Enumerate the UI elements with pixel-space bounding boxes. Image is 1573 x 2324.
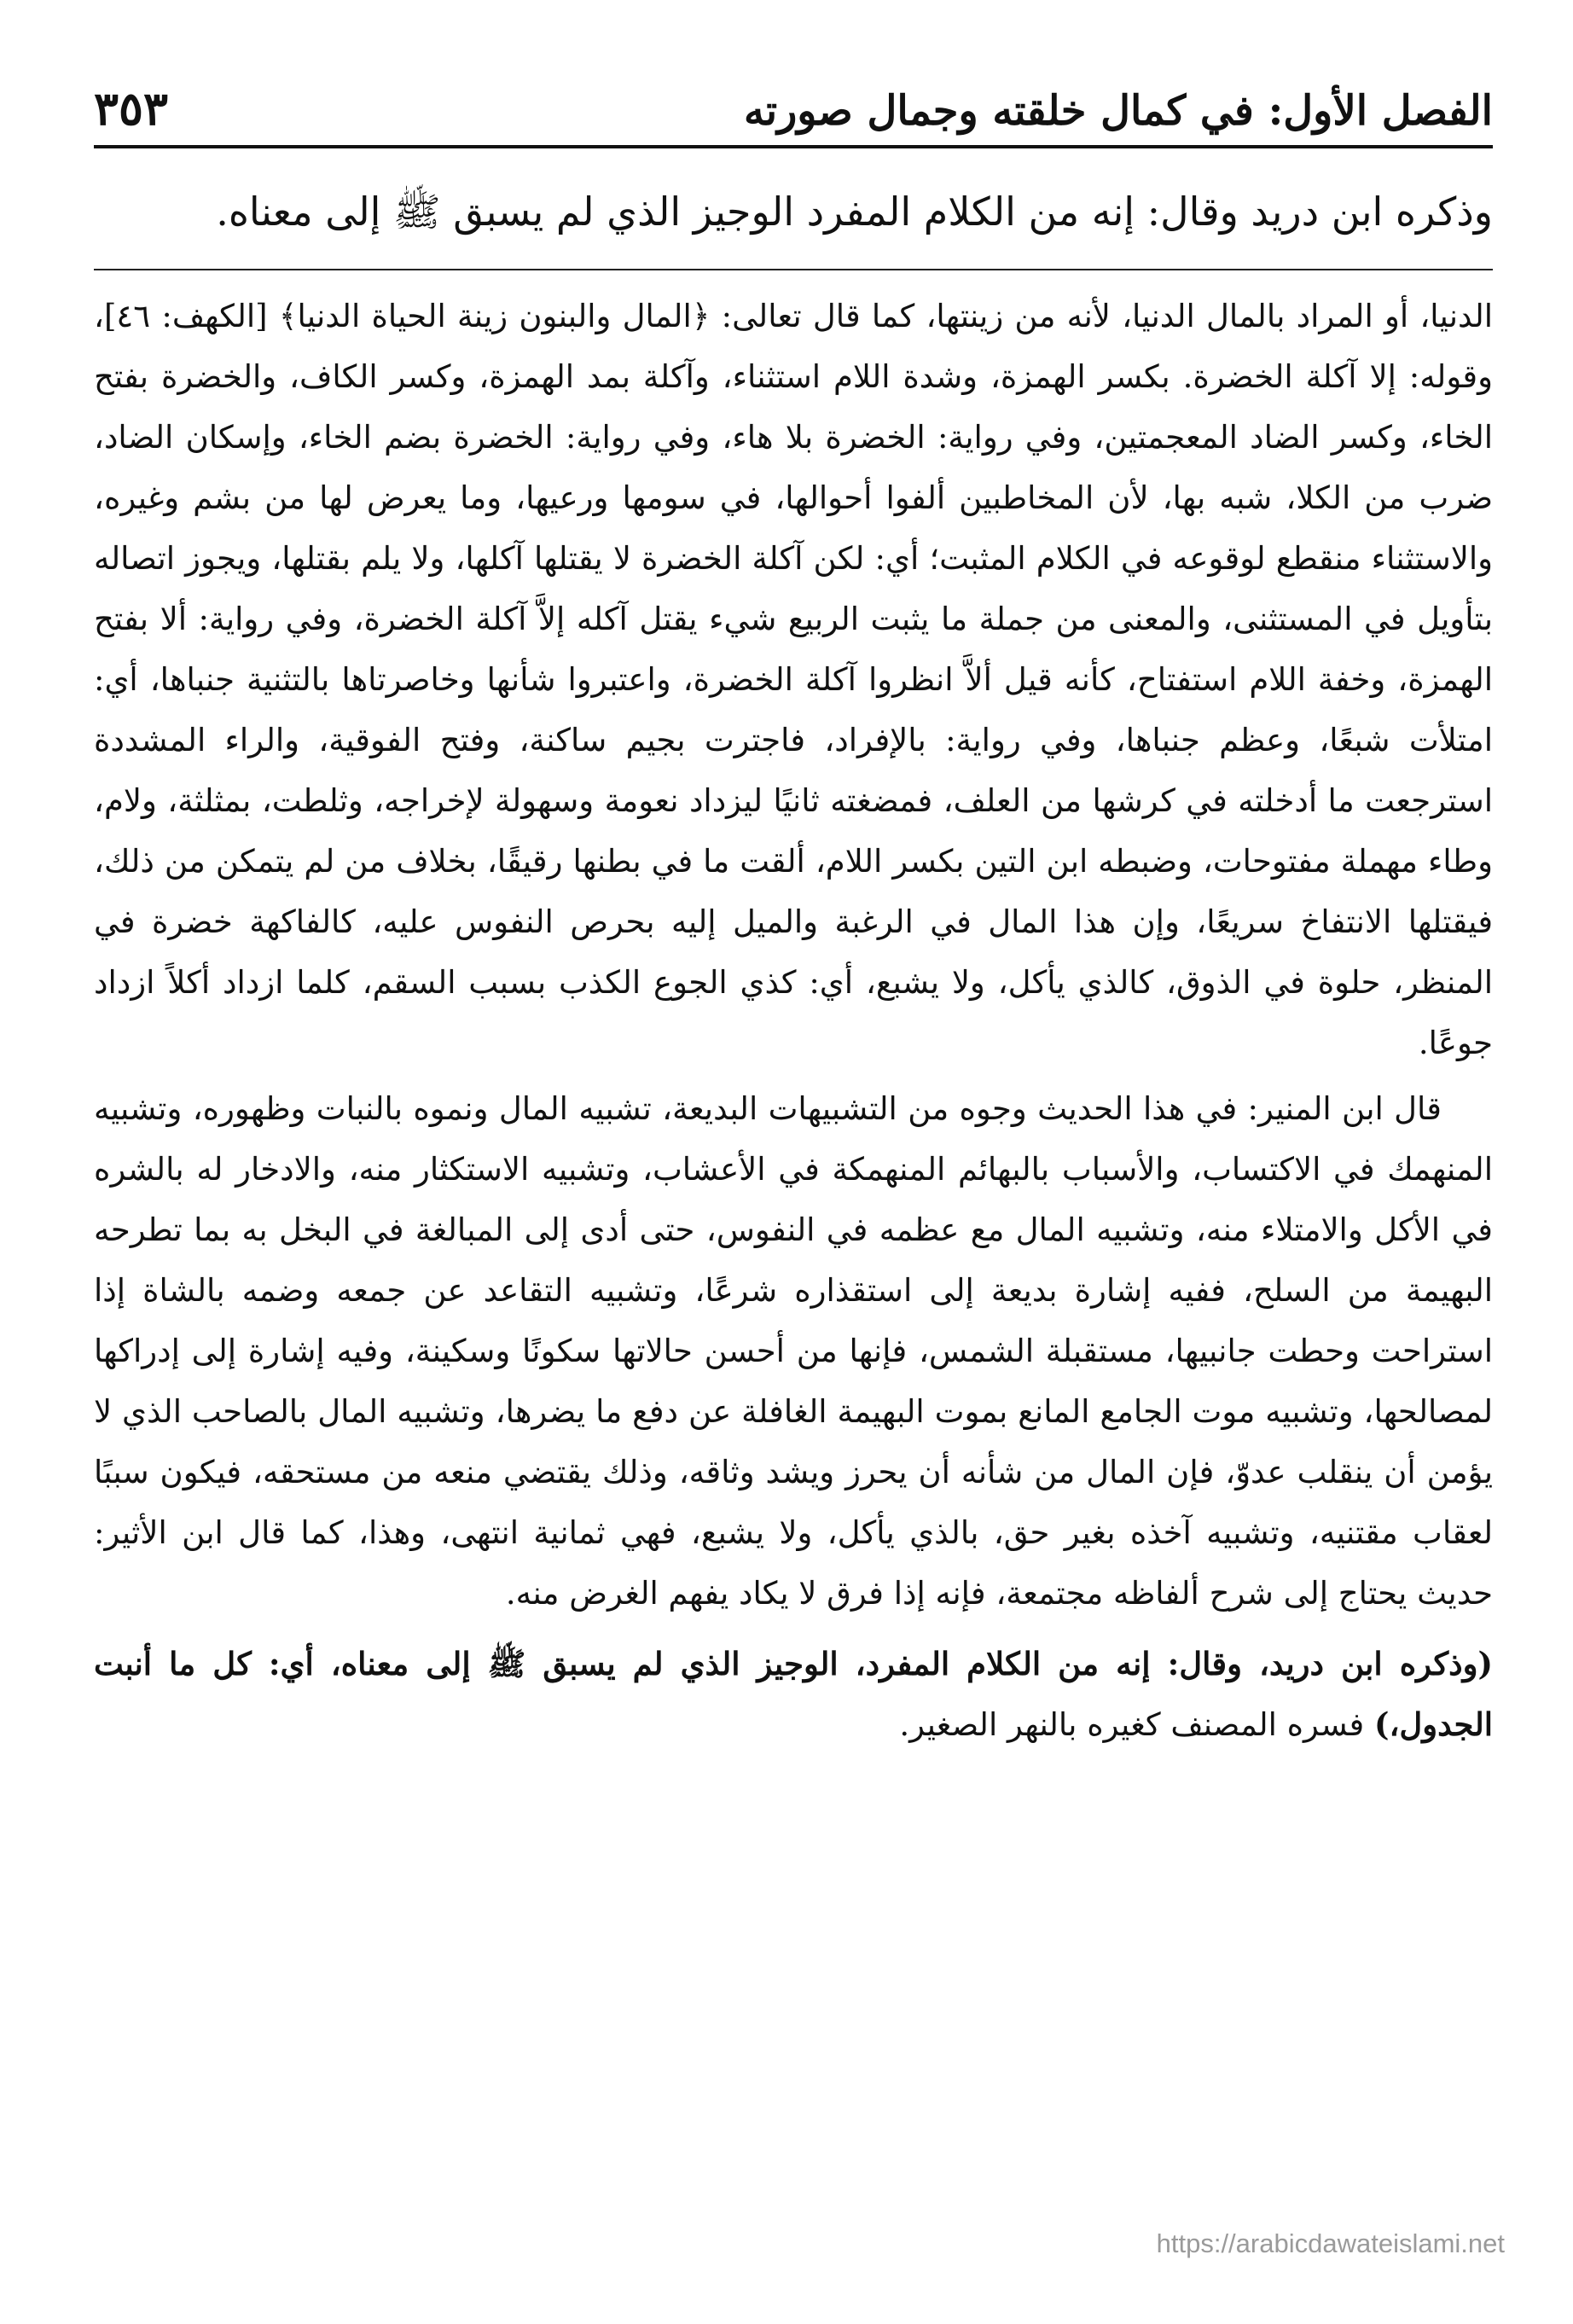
header-divider bbox=[94, 145, 1493, 148]
commentary-paragraph: الدنيا، أو المراد بالمال الدنيا، لأنه من زينتها، كما قال تعالى: ﴿المال والبنون زينة الحياة الدنيا﴾ [الكهف: ٤٦]، وقوله: إلا آكلة الخضرة. بكسر الهمزة، وشدة اللام استثناء، وآكلة بمد الهمزة، وكسر الكاف، والخضرة بفتح الخاء، وكسر الضاد المعجمتين، وفي رواية: الخضرة بلا هاء، وفي رواية: الخضرة بضم الخاء، وإسكان الضاد، ضرب من الكلا، شبه بها، لأن المخاطبين ألفوا أحوالها، في سومها ورعيها، وما يعرض لها من بشم وغيره، والاستثناء منقطع لوقوعه في الكلام المثبت؛ أي: لكن آكلة الخضرة لا يقتلها آكلها، ولا يلم بقتلها، ويجوز اتصاله بتأويل في المستثنى، والمعنى من جملة ما يثبت الربيع شيء يقتل آكله إلاَّ آكلة الخضرة، وفي رواية: ألا بفتح الهمزة، وخفة اللام استفتاح، كأنه قيل ألاَّ انظروا آكلة الخضرة، واعتبروا شأنها وخاصرتاها بالتثنية جنباها، أي: امتلأت شبعًا، وعظم جنباها، وفي رواية: بالإفراد، فاجترت بجيم ساكنة، وفتح الفوقية، والراء المشددة استرجعت ما أدخلته في كرشها من العلف، فمضغته ثانيًا ليزداد نعومة وسهولة لإخراجه، وثلطت، بمثلثة، ولام، وطاء مهملة مفتوحات، وضبطه ابن التين بكسر اللام، ألقت ما في بطنها رقيقًا، بخلاف من لم يتمكن من ذلك، فيقتلها الانتفاخ سريعًا، وإن هذا المال في الرغبة والميل إليه بحرص النفوس عليه، كالفاكهة خضرة في المنظر، حلوة في الذوق، كالذي يأكل، ولا يشبع، أي: كذي الجوع الكذب بسبب السقم، كلما ازداد أكلاً ازداد جوعًا. bbox=[94, 297, 1494, 1061]
commentary-paragraph: قال ابن المنير: في هذا الحديث وجوه من التشبيهات البديعة، تشبيه المال ونموه بالنبات وظهوره، وتشبيه المنهمك في الاكتساب، والأسباب بالبهائم المنهمكة في الأعشاب، وتشبيه الاستكثار منه، والادخار له بالشره في الأكل والامتلاء منه، وتشبيه المال مع عظمه في النفوس، حتى أدى إلى المبالغة في البخل به بما تطرحه البهيمة من السلح، ففيه إشارة بديعة إلى استقذاره شرعًا، وتشبيه التقاعد عن جمعه وضمه بالشاة إذا استراحت وحطت جانبيها، مستقبلة الشمس، فإنها من أحسن حالاتها سكونًا وسكينة، وفيه إشارة إلى إدراكها لمصالحها، وتشبيه موت الجامع المانع بموت البهيمة الغافلة عن دفع ما يضرها، وتشبيه المال بالصاحب الذي لا يؤمن أن ينقلب عدوّ، فإن المال من شأنه أن يحرز ويشد وثاقه، وذلك يقتضي منعه من مستحقه، فيكون سببًا لعقاب مقتنيه، وتشبيه آخذه بغير حق، بالذي يأكل، ولا يشبع، فهي ثمانية انتهى، وهذا، كما قال ابن الأثير: حديث يحتاج إلى شرح ألفاظه مجتمعة، فإنه إذا فرق لا يكاد يفهم الغرض منه. bbox=[94, 1089, 1493, 1612]
commentary bbox=[94, 286, 1493, 1624]
next-main-text-paragraph bbox=[94, 1634, 1493, 1755]
quoted-main-text: (وذكره ابن دريد، وقال: إنه من الكلام المفرد، الوجيز الذي لم يسبق ﷺ إلى معناه، أي: كل ما أنبت الجدول،) bbox=[94, 1645, 1493, 1744]
explanation-text: فسره المصنف كغيره بالنهر الصغير. bbox=[899, 1706, 1374, 1744]
page-header bbox=[94, 60, 1493, 137]
next-main-text bbox=[94, 1634, 1493, 1755]
watermark-url: https://arabicdawateislami.net bbox=[1156, 2228, 1505, 2258]
chapter-title: الفصل الأول: في كمال خلقته وجمال صورته bbox=[743, 87, 1493, 136]
main-text: وذكره ابن دريد وقال: إنه من الكلام المفرد الوجيز الذي لم يسبق ﷺ إلى معناه. bbox=[216, 189, 1493, 235]
page-number: ٣٥٣ bbox=[94, 81, 169, 137]
text-divider bbox=[94, 269, 1493, 270]
book-page bbox=[94, 60, 1493, 1755]
